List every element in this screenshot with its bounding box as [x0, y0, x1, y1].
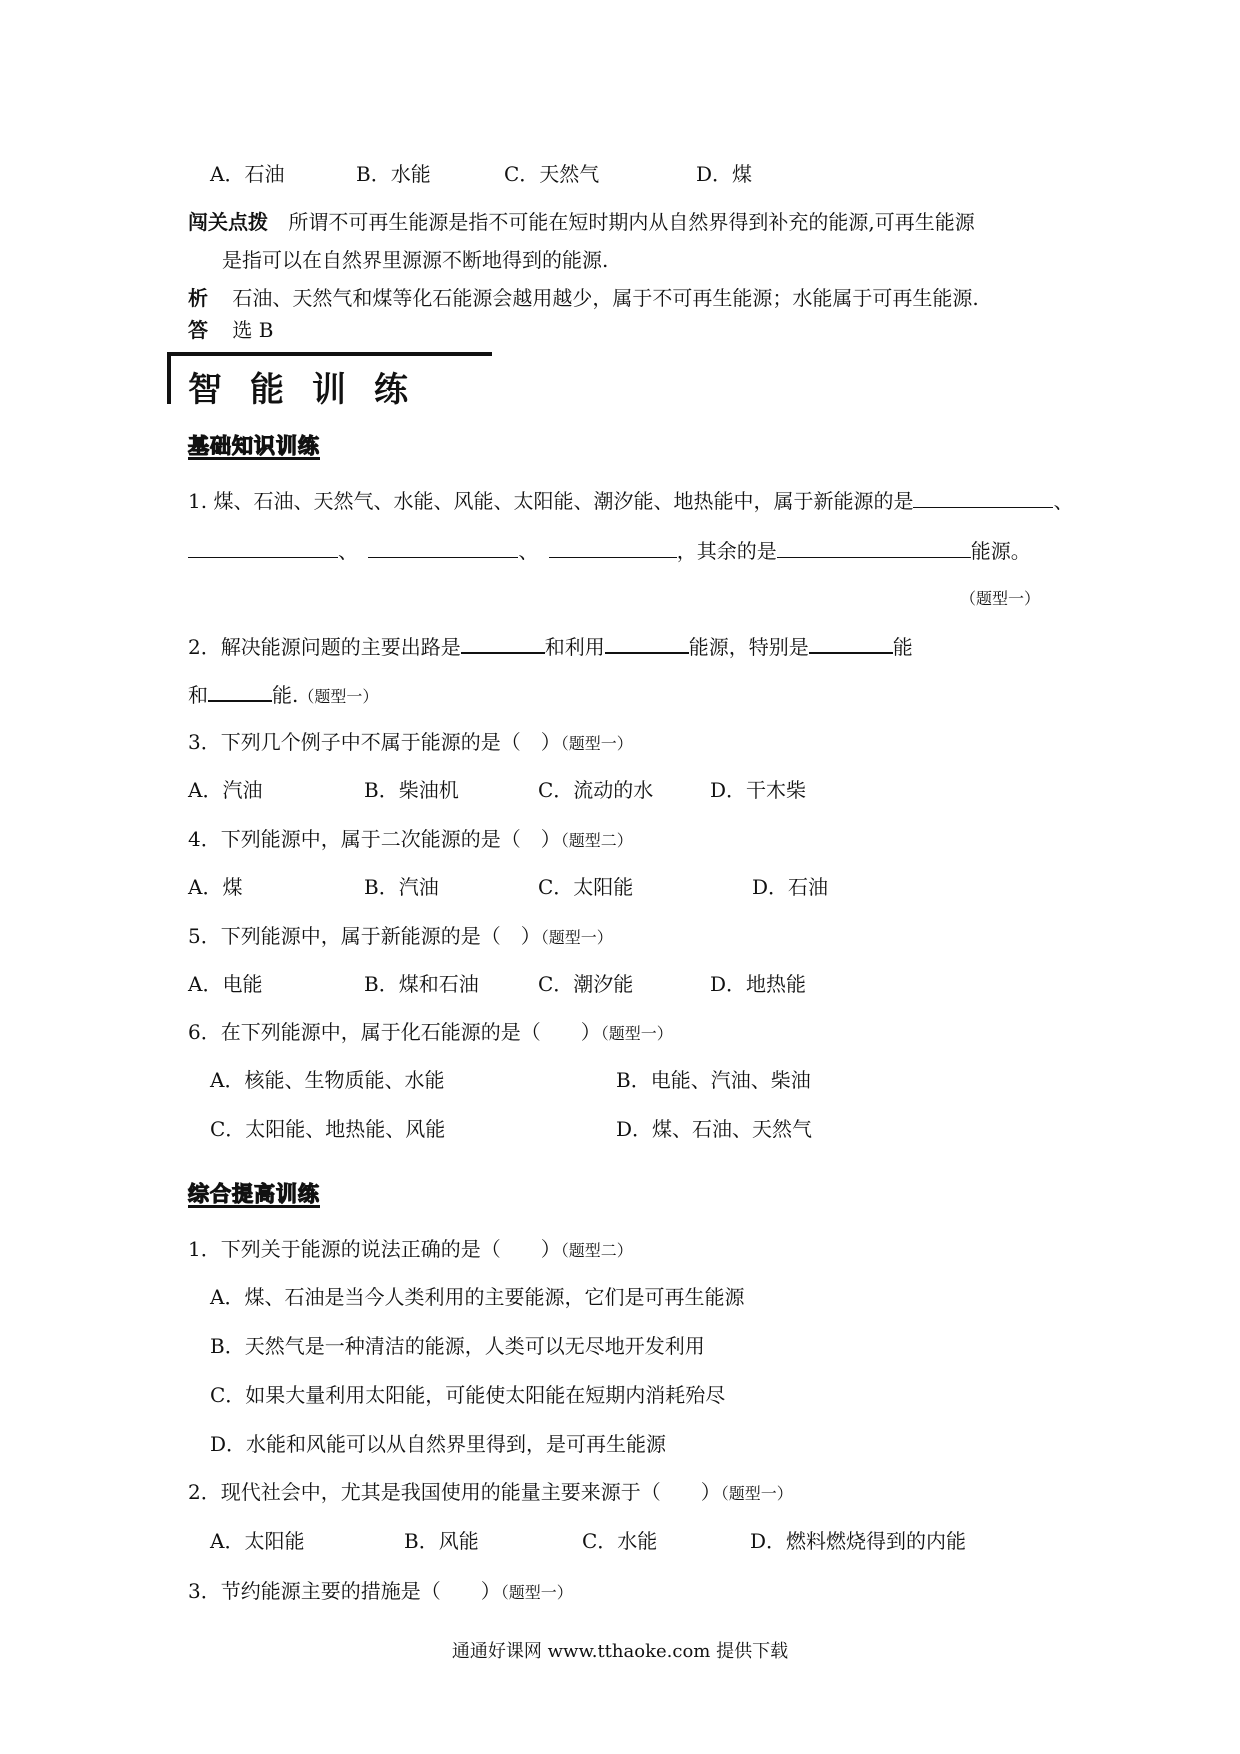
- answer-blank[interactable]: [809, 632, 893, 654]
- section-frame-left: [167, 352, 171, 404]
- adv-q3-line: [188, 1577, 573, 1607]
- analysis-text: 石油、天然气和煤等化石能源会越用越少，属于不可再生能源；水能属于可再生能源.: [232, 286, 979, 310]
- option-c: C．潮汐能: [538, 972, 634, 996]
- basic-q1-line-2: [188, 537, 1031, 565]
- answer-blank[interactable]: [461, 632, 545, 654]
- separator: 、: [1053, 489, 1074, 513]
- answer-blank[interactable]: [549, 537, 677, 558]
- option-a: A．太阳能: [210, 1529, 305, 1553]
- answer-blank[interactable]: [777, 537, 971, 558]
- option-b: B．柴油机: [364, 778, 459, 802]
- basic-q3-text: 3．下列几个例子中不属于能源的是（ ）: [188, 730, 561, 754]
- option-a: A．煤、石油是当今人类利用的主要能源，它们是可再生能源: [210, 1285, 745, 1309]
- basic-q3-line: [188, 728, 633, 758]
- answer-blank[interactable]: [605, 632, 689, 654]
- adv-q1-line: [188, 1235, 633, 1265]
- answer-blank[interactable]: [208, 680, 272, 702]
- basic-q2-type: （题型一）: [298, 687, 379, 706]
- option-a: A．核能、生物质能、水能: [210, 1068, 445, 1092]
- advanced-heading: 综合提高训练: [188, 1182, 320, 1206]
- option-d: D．水能和风能可以从自然界里得到，是可再生能源: [210, 1432, 667, 1456]
- basic-q2-part-3: 能源，特别是: [688, 635, 809, 659]
- option-b: B．风能: [404, 1529, 479, 1553]
- basic-q1-tail: 能源。: [970, 539, 1031, 563]
- basic-q1-type: （题型一）: [960, 589, 1041, 608]
- option-c: C．太阳能、地热能、风能: [210, 1117, 446, 1141]
- answer-blank[interactable]: [913, 487, 1053, 508]
- adv-q1-type: （题型二）: [560, 1241, 633, 1260]
- basic-q1-line-1: [188, 487, 1073, 515]
- analysis-label: 析: [188, 286, 208, 310]
- option-b: B．天然气是一种清洁的能源，人类可以无尽地开发利用: [210, 1334, 705, 1358]
- basic-q2-part-1: 2．解决能源问题的主要出路是: [188, 635, 461, 659]
- option-d: D．燃料燃烧得到的内能: [750, 1529, 967, 1553]
- answer-text: 选 B: [232, 318, 274, 342]
- basic-q5-type: （题型一）: [540, 928, 613, 947]
- basic-q6-text: 6．在下列能源中，属于化石能源的是（ ）: [188, 1020, 601, 1044]
- basic-q3-type: （题型一）: [560, 734, 633, 753]
- option-c: C．流动的水: [538, 778, 654, 802]
- option-d: D．煤、石油、天然气: [616, 1117, 813, 1141]
- basic-q2-line-1: [188, 632, 913, 661]
- page-footer: 通通好课网 www.tthaoke.com 提供下载: [451, 1641, 789, 1662]
- option-d: D．地热能: [710, 972, 807, 996]
- hint-label: 闯关点拨: [188, 210, 268, 234]
- hint-line-1: [188, 208, 975, 236]
- adv-q3-text: 3．节约能源主要的措施是（ ）: [188, 1579, 501, 1603]
- option-d: D．石油: [752, 875, 829, 899]
- answer-label: 答: [188, 318, 208, 342]
- option-a: A．煤: [188, 875, 243, 899]
- basic-heading: 基础知识训练: [188, 434, 320, 458]
- basic-q6-type: （题型一）: [600, 1024, 673, 1043]
- basic-q2-part-4: 能: [892, 635, 913, 659]
- answer-blank[interactable]: [368, 537, 518, 558]
- basic-q4-text: 4．下列能源中，属于二次能源的是（ ）: [188, 827, 561, 851]
- adv-q1-text: 1．下列关于能源的说法正确的是（ ）: [188, 1237, 561, 1261]
- adv-q2-type: （题型一）: [720, 1484, 793, 1503]
- option-b: B．电能、汽油、柴油: [616, 1068, 811, 1092]
- basic-q2-neng: 能.: [272, 683, 299, 707]
- option-c: C．太阳能: [538, 875, 634, 899]
- hint-text-1: 所谓不可再生能源是指不可能在短时期内从自然界得到补充的能源,可再生能源: [288, 210, 975, 234]
- section-title: 智能训练: [188, 370, 436, 410]
- hint-text-2: 是指可以在自然界里源源不断地得到的能源.: [222, 248, 609, 272]
- adv-q2-text: 2．现代社会中，尤其是我国使用的能量主要来源于（ ）: [188, 1480, 721, 1504]
- basic-q2-and: 和: [188, 683, 208, 707]
- option-c: C．如果大量利用太阳能，可能使太阳能在短期内消耗殆尽: [210, 1383, 726, 1407]
- option-c: C．水能: [582, 1529, 658, 1553]
- adv-q3-type: （题型一）: [500, 1583, 573, 1602]
- option-c: C．天然气: [504, 162, 600, 186]
- section-frame-top: [167, 352, 492, 356]
- basic-q2-line-2: [188, 680, 378, 711]
- option-a: A．汽油: [188, 778, 263, 802]
- option-d: D．煤: [696, 162, 753, 186]
- basic-q4-line: [188, 825, 633, 855]
- basic-q4-type: （题型二）: [560, 831, 633, 850]
- option-a: A．电能: [188, 972, 263, 996]
- basic-q1-rest: ，其余的是: [676, 539, 777, 563]
- option-d: D．干木柴: [710, 778, 807, 802]
- basic-q1-text: 1. 煤、石油、天然气、水能、风能、太阳能、潮汐能、地热能中，属于新能源的是: [188, 489, 914, 513]
- option-b: B．煤和石油: [364, 972, 479, 996]
- basic-q6-line: [188, 1018, 673, 1048]
- separator: 、: [518, 539, 539, 563]
- adv-q2-line: [188, 1478, 793, 1508]
- option-a: A．石油: [210, 162, 285, 186]
- option-b: B．水能: [356, 162, 431, 186]
- option-b: B．汽油: [364, 875, 439, 899]
- basic-q5-text: 5．下列能源中，属于新能源的是（ ）: [188, 924, 541, 948]
- answer-line: [188, 316, 273, 344]
- answer-blank[interactable]: [188, 537, 338, 558]
- analysis-line: [188, 284, 979, 312]
- basic-q5-line: [188, 922, 613, 952]
- basic-q2-part-2: 和利用: [544, 635, 605, 659]
- separator: 、: [338, 539, 358, 563]
